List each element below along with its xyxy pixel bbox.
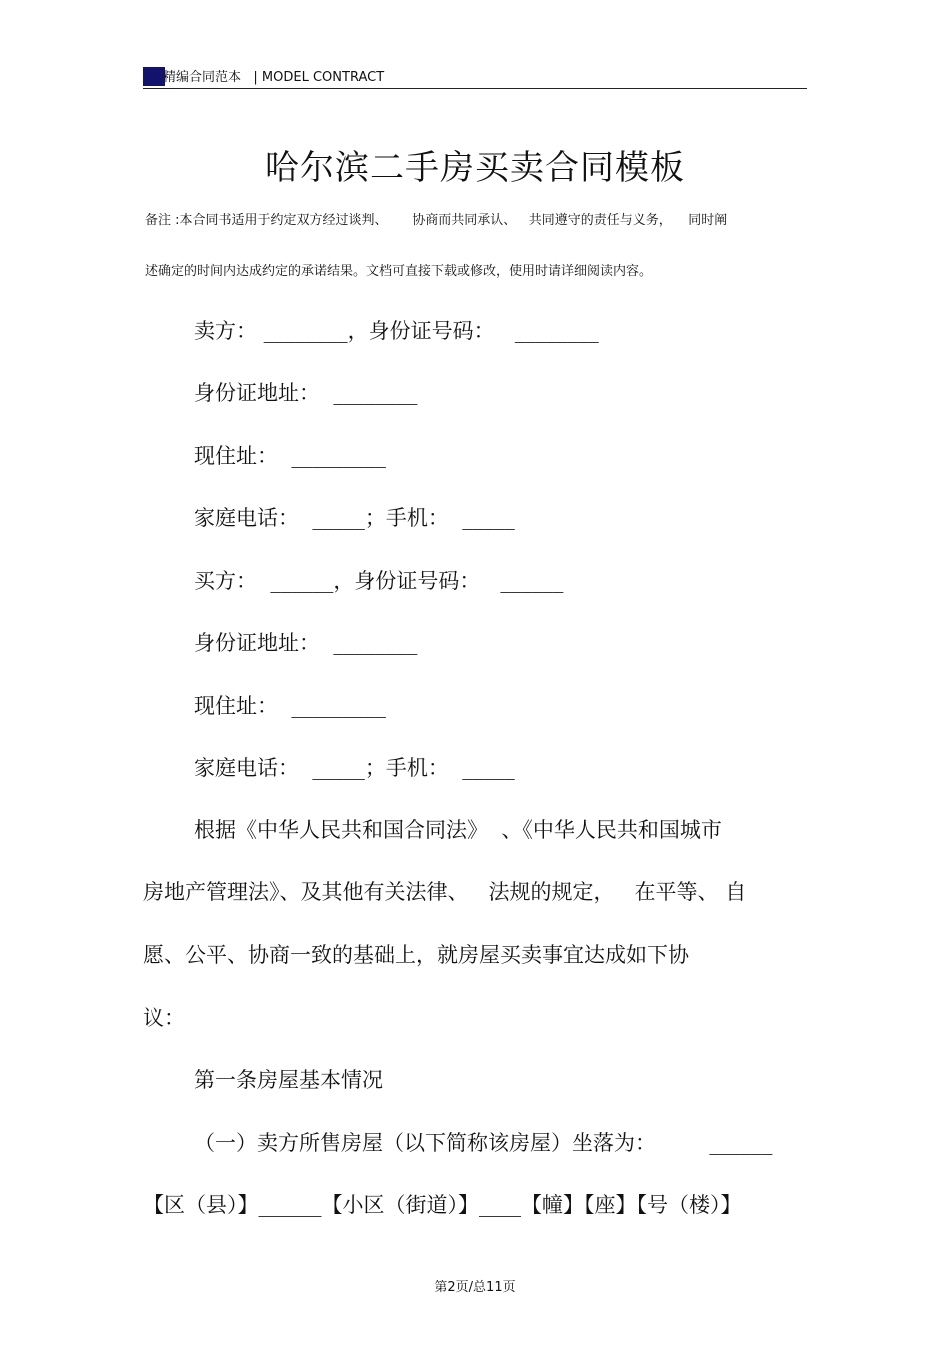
seller-phone: 家庭电话： _____；手机： _____ [194,506,515,530]
preamble-line-1: 根据《中华人民共和国合同法》 、《中华人民共和国城市 [194,818,722,842]
header-text [163,66,384,85]
buyer-id-address: 身份证地址： ________ [194,631,418,655]
article-1-item-1: （一）卖方所售房屋（以下简称该房屋）坐落为： ______ [194,1131,773,1155]
seller-id-address: 身份证地址： ________ [194,381,418,405]
preamble-line-3: 愿、公平、协商一致的基础上，就房屋买卖事宜达成如下协 [143,943,689,967]
buyer-line: 买方： ______，身份证号码： ______ [194,569,564,593]
note-line-1: 备注 :本合同书适用于约定双方经过谈判、 协商而共同承认、 共同遵守的责任与义务， 同时阐 [145,213,728,228]
page-header [143,64,807,89]
preamble-line-2: 房地产管理法》、及其他有关法律、 法规的规定， 在平等、 自 [143,880,747,904]
header-brand: 精编合同范本 [163,70,242,85]
note-line-2: 述确定的时间内达成约定的承诺结果。文档可直接下载或修改，使用时请详细阅读内容。 [145,264,653,279]
preamble-line-4: 议： [143,1006,185,1030]
document-title: 哈尔滨二手房买卖合同模板 [265,148,685,188]
buyer-address: 现住址： _________ [194,694,386,718]
header-subtitle: | MODEL CONTRACT [253,70,385,85]
brand-logo-icon [143,67,165,86]
seller-line: 卖方： ________，身份证号码： ________ [194,319,599,343]
seller-address: 现住址： _________ [194,444,386,468]
article-1-item-1-cont: 【区（县）】______【小区（街道）】____【幢】【座】【号（楼）】 [143,1193,742,1217]
page-footer: 第2页/总11页 [434,1280,516,1295]
article-1-heading: 第一条房屋基本情况 [194,1068,383,1092]
buyer-phone: 家庭电话： _____；手机： _____ [194,756,515,780]
